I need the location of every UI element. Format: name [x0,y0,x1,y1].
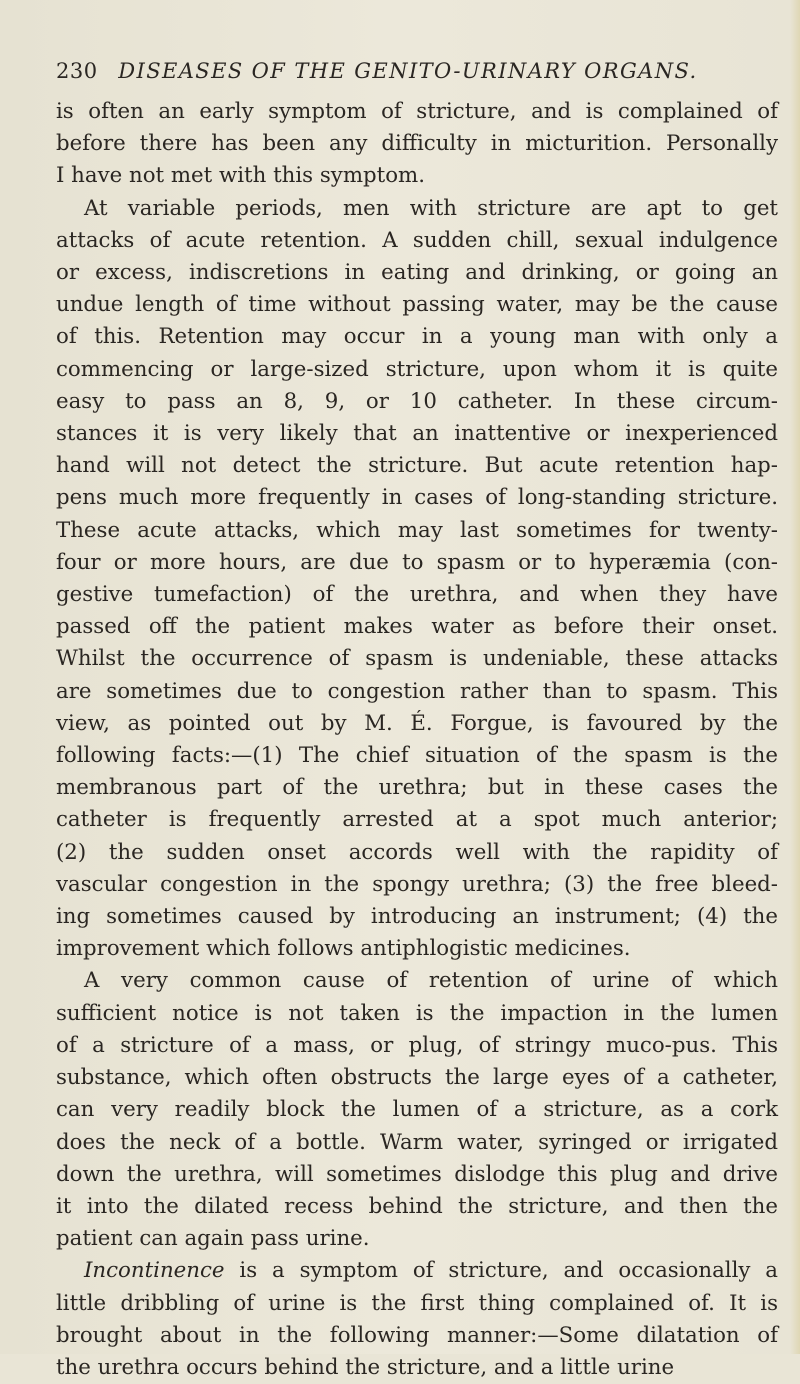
text-line: is often an early symptom of stricture, and is complained of [56,99,778,124]
text-line: does the neck of a bottle. Warm water, syringed or irrigated [56,1129,778,1155]
text-line: vascular congestion in the spongy urethra; (3) the free bleed- [56,871,778,897]
text-line: down the urethra, will sometimes dislodge this plug and drive [56,1161,778,1187]
body-text [56,96,778,1384]
text-line: patient can again pass urine. [56,1226,370,1252]
text-line: the urethra occurs behind the stricture, and a little urine [56,1354,675,1380]
running-title: DISEASES OF THE GENITO-URINARY ORGANS. [118,59,698,83]
text-line: little dribbling of urine is the first thing complained of. It is [56,1290,778,1316]
text-line: commencing or large-sized stricture, upon whom it is quite [56,356,778,382]
text-line: undue length of time without passing water, may be the cause [56,292,778,318]
text-line: are sometimes due to congestion rather than to spasm. This [56,678,778,704]
text-line: At variable periods, men with stricture are apt to get [84,195,778,221]
text-line: brought about in the following manner:—Some dilatation of [56,1322,778,1348]
text-line: improvement which follows antiphlogistic medicines. [56,936,631,962]
text-line [56,1255,778,1287]
text-line: membranous part of the urethra; but in these cases the [56,775,778,801]
running-head [56,58,760,84]
text-line: before there has been any difficulty in micturition. Personally [56,131,778,157]
text-line: it into the dilated recess behind the stricture, and then the [56,1193,778,1219]
page-number: 230 [56,59,98,83]
text-line: catheter is frequently arrested at a spot much anterior; [56,807,778,833]
text-line: of a stricture of a mass, or plug, of stringy muco-pus. This [56,1032,778,1058]
text-line: stances it is very likely that an inattentive or inexperienced [56,421,778,447]
text-line: These acute attacks, which may last sometimes for twenty- [56,517,778,543]
text-line: I have not met with this symptom. [56,163,425,189]
text-line: (2) the sudden onset accords well with the rapidity of [56,839,778,865]
text-line: passed off the patient makes water as before their onset. [56,614,778,640]
text-line: pens much more frequently in cases of long-standing stricture. [56,485,778,511]
page-edge-shadow [790,0,800,1354]
text-line: of this. Retention may occur in a young man with only a [56,324,778,350]
text-line: following facts:—(1) The chief situation of the spasm is the [56,743,778,769]
text-line: A very common cause of retention of urine of which [84,968,778,994]
text-line: view, as pointed out by M. É. Forgue, is favoured by the [56,710,778,736]
text-line: four or more hours, are due to spasm or to hyperæmia (con- [56,549,778,575]
text-line: substance, which often obstructs the large eyes of a catheter, [56,1065,778,1091]
text-line: Whilst the occurrence of spasm is undeniable, these attacks [56,646,778,672]
text-line: hand will not detect the stricture. But acute retention hap- [56,453,778,479]
text-line: attacks of acute retention. A sudden chill, sexual indulgence [56,227,778,253]
incontinence-term: Incontinence [84,1258,225,1284]
text-line: ing sometimes caused by introducing an instrument; (4) the [56,904,778,930]
text-line: easy to pass an 8, 9, or 10 catheter. In these circum- [56,388,778,414]
text-line: gestive tumefaction) of the urethra, and when they have [56,582,778,608]
text-line-rest: is a symptom of stricture, and occasionally a [224,1258,778,1284]
text-line: or excess, indiscretions in eating and drinking, or going an [56,260,778,286]
text-line: sufficient notice is not taken is the impaction in the lumen [56,1000,778,1026]
text-line: can very readily block the lumen of a stricture, as a cork [56,1097,778,1123]
